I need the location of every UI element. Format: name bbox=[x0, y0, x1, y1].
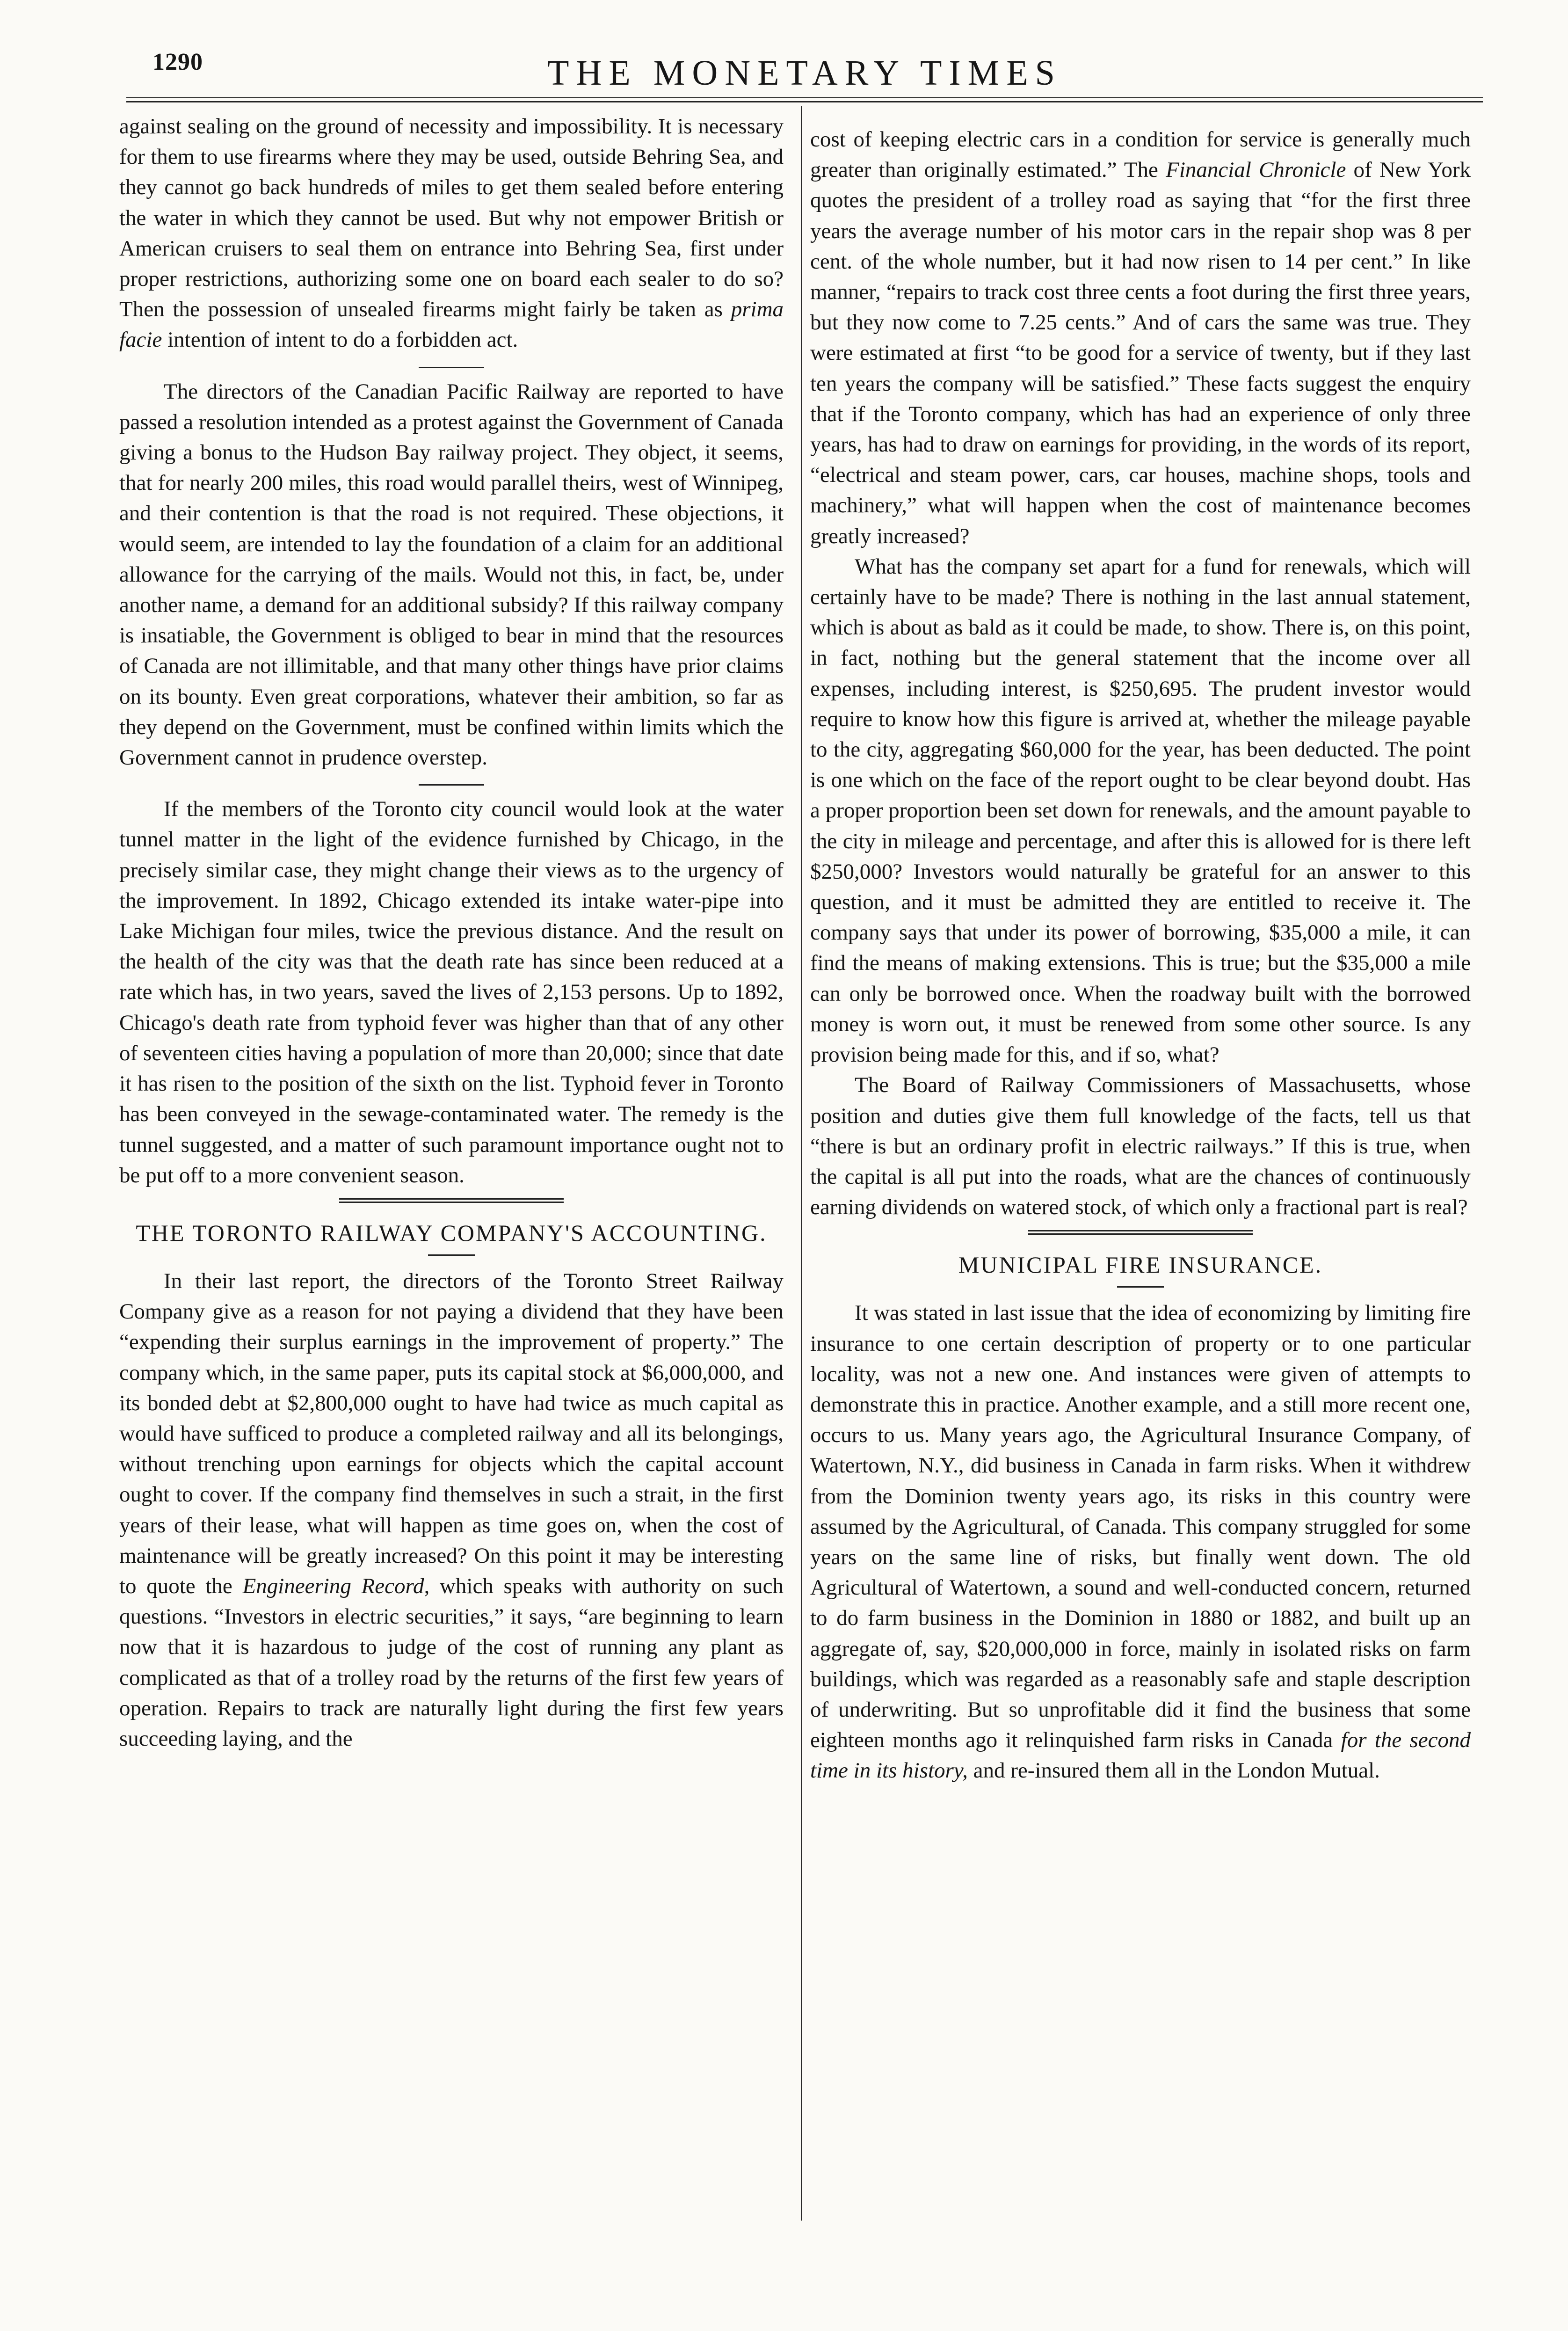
paragraph-text: of New York quotes the president of a trolley road as saying that “for the first three years the average number of his motor cars in the repair shop was 8 per cent. of the whole number, but it had now risen to 14 per cent.” In like manner, “repairs to track cost three cents a foot during the first three years, but they now come to 7.25 cents.” And of cars the same was true. They were estimated at first “to be good for a service of twenty, but if they last ten years the company will be satisfied.” These facts suggest the enquiry that if the Toronto company, which has had an experience of only three years, has had to draw on earnings for providing, in the words of its report, “electrical and steam power, cars, car houses, machine shops, tools and machinery,” what will happen when the cost of maintenance becomes greatly increased? bbox=[810, 158, 1471, 548]
paragraph-text: cost of keeping electric cars in a condition for service is generally much greater than originally estimated.” The bbox=[810, 127, 1471, 182]
article-paragraph-toronto-railway bbox=[119, 1266, 784, 1754]
article-paragraph-renewals: What has the company set apart for a fund for renewals, which will certainly have to be made? There is nothing in the last annual statement, which is about as bald as it could be made, to show. There is, on this point, in fact, nothing but the general statement that the income over all expenses, including interest, is $250,695. The prudent investor would require to know how this figure is arrived at, whether the mileage payable to the city, aggregating $60,000 for the year, has been deducted. The point is one which on the face of the report ought to be clear beyond doubt. Has a proper proportion been set down for renewals, and the amount payable to the city in mileage and percentage, and after this is allowed for is there left $250,000? Investors would naturally be grateful for an answer to this question, and it must be admitted they are entitled to receive it. The company says that under its power of borrowing, $35,000 a mile, it can find the means of making extensions. This is true; but the $35,000 a mile can only be borrowed once. When the roadway built with the borrowed money is worn out, it must be renewed from some other source. Is any provision being made for this, and if so, what? bbox=[810, 554, 1471, 1067]
page-number: 1290 bbox=[152, 49, 203, 75]
page-header bbox=[126, 44, 1483, 96]
paragraph-text: intention of intent to do a forbidden act. bbox=[167, 328, 518, 352]
double-separator bbox=[1028, 1230, 1253, 1235]
paragraph-text: It was stated in last issue that the idea of economizing by limiting fire insurance to one certain description of property or to one particular locality, was not a new one. And instances were given of attempts to demonstrate this in practice. Another example, and a still more recent one, occurs to us. Many years ago, the Agricultural Insurance Company, of Watertown, N.Y., did business in Canada in farm risks. When it withdrew from the Dominion twenty years ago, its risks in this country were assumed by the Agricultural, of Canada. This company struggled for some years on the same line of risks, but finally went down. The old Agricultural of Watertown, a sound and well-conducted concern, returned to do farm business in the Dominion in 1880 or 1882, and built up an aggregate of, say, $20,000,000 in force, mainly in isolated risks on farm buildings, which was regarded as a reasonably safe and staple description of underwriting. But so unprofitable did it find the business that some eighteen months ago it relinquished farm risks in Canada bbox=[810, 1301, 1471, 1753]
article-paragraph-massachusetts: The Board of Railway Commissioners of Massachusetts, whose position and duties give them full knowledge of the facts, tell us that “there is but an ordinary profit in electric railways.” If this is true, when the capital is all put into the roads, what are the chances of continuously earning dividends on watered stock, of which only a fractional part is real? bbox=[810, 1073, 1471, 1220]
paragraph-text: which speaks with authority on such questions. “Investors in electric securities,” it says, “are beginning to learn now that it is hazardous to judge of the cost of running any plant as complicated as that of a trolley road by the returns of the first few years of operation. Repairs to track are naturally light during the first few years succeeding laying, and the bbox=[119, 1573, 784, 1751]
italic-phrase: Engineering Record, bbox=[242, 1573, 430, 1598]
journal-title: THE MONETARY TIMES bbox=[547, 53, 1062, 93]
italic-phrase: for the second time in its history, bbox=[810, 1728, 1471, 1783]
header-rule bbox=[126, 97, 1483, 102]
short-separator bbox=[419, 367, 484, 368]
italic-phrase: Financial Chronicle bbox=[1166, 158, 1346, 182]
short-separator bbox=[419, 784, 484, 786]
paragraph-text: and re-insured them all in the London Mutual. bbox=[973, 1758, 1380, 1783]
italic-phrase: prima facie bbox=[119, 297, 784, 352]
article-paragraph-sealing bbox=[119, 111, 784, 356]
double-separator bbox=[339, 1198, 564, 1203]
paragraph-text: against sealing on the ground of necessity and impossibility. It is necessary for them to use firearms where they may be used, outside Behring Sea, and they cannot go back hundreds of miles to get them sealed before entering the water in which they cannot be used. But why not empower British or American cruisers to seal them on entrance into Behring Sea, first under proper restrictions, authorizing some one on board each sealer to do so? Then the possession of unsealed firearms might fairly be taken as bbox=[119, 114, 784, 322]
section-heading-municipal-fire-insurance: MUNICIPAL FIRE INSURANCE. bbox=[958, 1252, 1323, 1278]
article-paragraph-water-tunnel: If the members of the Toronto city council would look at the water tunnel matter in the light of the evidence furnished by Chicago, in the precisely similar case, they might change their views as to the urgency of the improvement. In 1892, Chicago extended its intake water-pipe into Lake Michigan four miles, twice the previous distance. And the result on the health of the city was that the death rate has since been reduced at a rate which has, in two years, saved the lives of 2,153 persons. Up to 1892, Chicago's death rate from typhoid fever was higher than that of any other of seventeen cities having a population of more than 20,000; since that date it has risen to the position of the sixth on the list. Typhoid fever in Toronto has been conveyed in the sewage-contaminated water. The remedy is the tunnel suggested, and a matter of such paramount importance ought not to be put off to a more convenient season. bbox=[119, 797, 784, 1187]
heading-underline bbox=[1117, 1286, 1164, 1288]
right-column bbox=[810, 124, 1471, 1786]
heading-underline bbox=[428, 1254, 475, 1256]
article-paragraph-fire-insurance bbox=[810, 1298, 1471, 1786]
article-paragraph-cost-of-cars bbox=[810, 124, 1471, 552]
section-heading-toronto-railway: THE TORONTO RAILWAY COMPANY'S ACCOUNTING. bbox=[136, 1219, 767, 1246]
article-paragraph-cpr: The directors of the Canadian Pacific Railway are reported to have passed a resolution intended as a protest against the Government of Canada giving a bonus to the Hudson Bay railway project. They object, it seems, that for nearly 200 miles, this road would parallel theirs, west of Winnipeg, and their contention is that the road is not required. These objections, it would seem, are intended to lay the foundation of a claim for an additional allowance for the carrying of the mails. Would not this, in fact, be, under another name, a demand for an additional subsidy? If this railway company is insatiable, the Government is obliged to bear in mind that the resources of Canada are not illimitable, and that many other things have prior claims on its bounty. Even great corporations, whatever their ambition, so far as they depend on the Government, must be confined within limits which the Government cannot in prudence overstep. bbox=[119, 379, 784, 770]
left-column bbox=[119, 111, 784, 1754]
column-divider bbox=[801, 106, 802, 2221]
paragraph-text: In their last report, the directors of the Toronto Street Railway Company give as a reason for not paying a dividend that they have been “expending their surplus earnings in the improvement of property.” The company which, in the same paper, puts its capital stock at $6,000,000, and its bonded debt at $2,800,000 ought to have had twice as much capital as would have sufficed to produce a completed railway and all its belongings, without trenching upon earnings for objects which the capital account ought to cover. If the company find themselves in such a strait, in the first years of their lease, what will happen as time goes on, when the cost of maintenance will be greatly increased? On this point it may be interesting to quote the bbox=[119, 1268, 784, 1598]
